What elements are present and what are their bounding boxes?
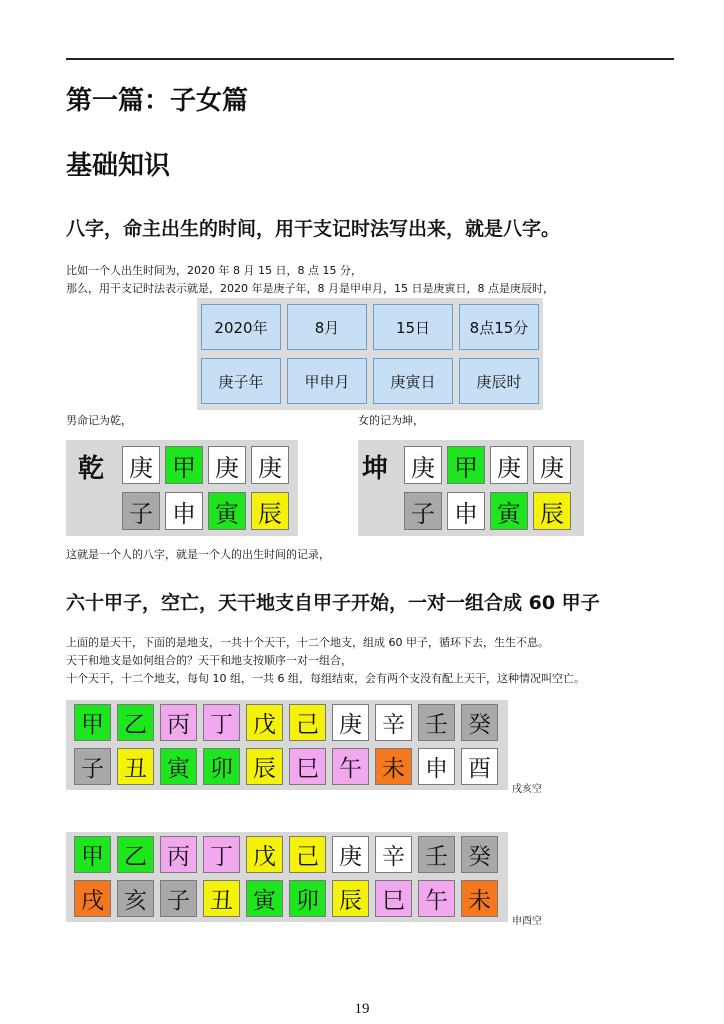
xun1-branch: 未 [375,748,412,785]
xun2-stem: 癸 [461,836,498,873]
male-bazi-chart [66,440,298,536]
xun2-branch: 子 [160,880,197,917]
xun1-stem: 辛 [375,704,412,741]
female-branch-day: 寅 [490,492,528,530]
xun2-branch: 卯 [289,880,326,917]
xun2-kong-note: 申酉空 [512,916,542,927]
kun-symbol: 坤 [362,454,389,484]
male-label: 男命记为乾， [66,414,132,427]
xun1-branch: 丑 [117,748,154,785]
xun1-branch: 寅 [160,748,197,785]
xun1-branch: 子 [74,748,111,785]
xun1-branch: 巳 [289,748,326,785]
header-rule [66,58,674,60]
xun2-branch: 午 [418,880,455,917]
jiazi-heading: 六十甲子，空亡，天干地支自甲子开始，一对一组合成 60 甲子 [66,592,600,614]
xun1-branch: 卯 [203,748,240,785]
xun2-branch: 戌 [74,880,111,917]
xun2-stem: 戊 [246,836,283,873]
female-branch-hour: 辰 [533,492,571,530]
xun2-stem: 己 [289,836,326,873]
gregorian-month: 8月 [287,304,367,350]
jiazi-line-2: 天干和地支是如何组合的？天干和地支按顺序一对一组合， [66,654,352,667]
jiazi-xun-table-2 [66,832,508,922]
example-line-1: 比如一个人出生时间为，2020 年 8 月 15 日，8 点 15 分， [66,264,362,277]
xun2-stem: 甲 [74,836,111,873]
example-line-2: 那么，用干支记时法表示就是，2020 年是庚子年，8 月是甲申月，15 日是庚寅日，8 点是庚辰时， [66,282,554,295]
jiazi-xun-table-1 [66,700,508,790]
ganzhi-year: 庚子年 [201,358,281,404]
page-number: 19 [354,1001,370,1017]
xun2-branch: 亥 [117,880,154,917]
xun2-branch: 丑 [203,880,240,917]
xun1-stem: 己 [289,704,326,741]
male-branch-hour: 辰 [251,492,289,530]
xun2-stem: 庚 [332,836,369,873]
chapter-title: 第一篇：子女篇 [66,86,249,116]
xun2-branch: 辰 [332,880,369,917]
xun1-kong-note: 戌亥空 [512,784,542,795]
xun1-stem: 甲 [74,704,111,741]
female-branch-month: 申 [447,492,485,530]
ganzhi-day: 庚寅日 [373,358,453,404]
female-stem-hour: 庚 [533,446,571,484]
xun1-stem: 壬 [418,704,455,741]
male-stem-day: 庚 [208,446,246,484]
male-stem-month: 甲 [165,446,203,484]
xun1-branch: 午 [332,748,369,785]
male-stem-hour: 庚 [251,446,289,484]
female-bazi-chart [358,440,584,536]
xun1-branch: 酉 [461,748,498,785]
female-stem-year: 庚 [404,446,442,484]
male-branch-month: 申 [165,492,203,530]
xun1-branch: 辰 [246,748,283,785]
date-conversion-table [197,298,543,410]
female-label: 女的记为坤， [358,414,424,427]
section-title: 基础知识 [66,151,171,181]
qian-symbol: 乾 [78,454,105,484]
xun1-stem: 乙 [117,704,154,741]
xun1-stem: 庚 [332,704,369,741]
female-stem-day: 庚 [490,446,528,484]
gregorian-day: 15日 [373,304,453,350]
xun2-stem: 丙 [160,836,197,873]
male-branch-day: 寅 [208,492,246,530]
jiazi-line-3: 十个天干，十二个地支，每旬 10 组，一共 6 组，每组结束，会有两个支没有配上天干，这种情况叫空亡。 [66,672,585,685]
xun2-stem: 乙 [117,836,154,873]
xun1-branch: 申 [418,748,455,785]
female-branch-year: 子 [404,492,442,530]
xun1-stem: 丁 [203,704,240,741]
bazi-heading: 八字，命主出生的时间，用干支记时法写出来，就是八字。 [66,218,561,240]
female-stem-month: 甲 [447,446,485,484]
male-branch-year: 子 [122,492,160,530]
male-stem-year: 庚 [122,446,160,484]
xun2-branch: 巳 [375,880,412,917]
xun1-stem: 癸 [461,704,498,741]
xun2-branch: 寅 [246,880,283,917]
bazi-summary: 这就是一个人的八字，就是一个人的出生时间的记录， [66,548,330,561]
xun1-stem: 戊 [246,704,283,741]
xun2-stem: 辛 [375,836,412,873]
xun2-branch: 未 [461,880,498,917]
xun2-stem: 壬 [418,836,455,873]
jiazi-line-1: 上面的是天干，下面的是地支，一共十个天干，十二个地支，组成 60 甲子，循环下去，生生不息。 [66,636,549,649]
gregorian-year: 2020年 [201,304,281,350]
xun2-stem: 丁 [203,836,240,873]
xun1-stem: 丙 [160,704,197,741]
gregorian-hour: 8点15分 [459,304,539,350]
ganzhi-month: 甲申月 [287,358,367,404]
ganzhi-hour: 庚辰时 [459,358,539,404]
